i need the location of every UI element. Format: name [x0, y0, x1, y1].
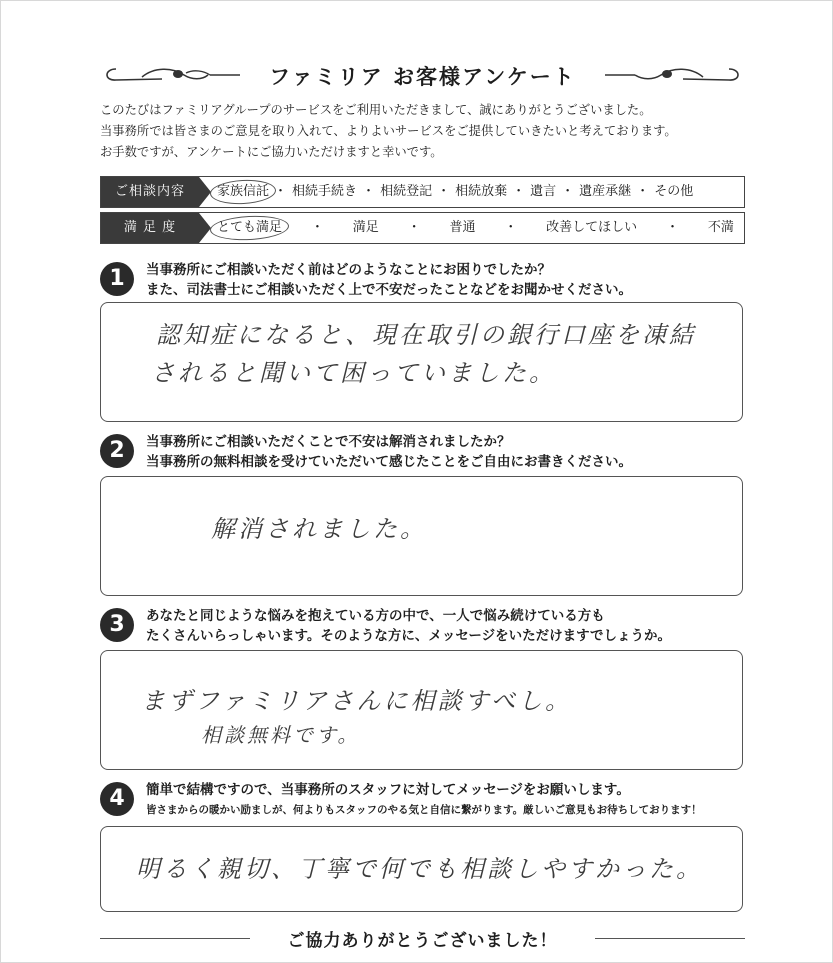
title-row: [100, 55, 745, 91]
handwritten-answer: 解消されました。: [211, 515, 427, 543]
handwritten-answer: 認知症になると、現在取引の銀行口座を凍結: [156, 321, 696, 349]
consultation-option[interactable]: 相続手続き: [292, 184, 358, 199]
consultation-option-selected[interactable]: 家族信託: [217, 177, 269, 207]
consultation-option[interactable]: 遺言: [530, 184, 557, 199]
handwritten-answer: まずファミリアさんに相談すべし。: [141, 687, 573, 715]
question-text: 当事務所にご相談いただくことで不安は解消されましたか？ 当事務所の無料相談を受けていただいて感じたことをご自由にお書きください。: [146, 434, 632, 470]
ornament-right-icon: [603, 63, 743, 85]
consultation-row: [100, 176, 745, 208]
satisfaction-option-selected[interactable]: とても満足: [217, 213, 282, 243]
answer-box-1[interactable]: [100, 302, 743, 422]
answer-box-4[interactable]: [100, 826, 743, 912]
question-number-badge: 1: [100, 262, 134, 296]
answer-box-3[interactable]: [100, 650, 743, 770]
footer-thanks: ご協力ありがとうございました！: [287, 931, 558, 951]
satisfaction-row: [100, 212, 745, 244]
answer-box-2[interactable]: [100, 476, 743, 596]
satisfaction-option[interactable]: 不満: [707, 220, 734, 235]
footer-divider: [595, 938, 745, 939]
question-text: 簡単で結構ですので、当事務所のスタッフに対してメッセージをお願いします。 皆さまからの暖かい励ましが、何よりもスタッフのやる気と自信に繋がります。厳しいご意見もお待ちしております！: [146, 782, 702, 816]
satisfaction-options: とても満足 ・ 満足 ・ 普通 ・ 改善してほしい ・ 不満: [217, 213, 734, 243]
intro-line: お手数ですが、アンケートにご協力いただけますと幸いです。: [100, 145, 443, 159]
consultation-option[interactable]: 相続放棄: [455, 184, 508, 199]
intro-line: このたびはファミリアグループのサービスをご利用いただきまして、誠にありがとうございました。: [100, 103, 652, 117]
intro-line: 当事務所では皆さまのご意見を取り入れて、よりよいサービスをご提供していきたいと考えております。: [100, 124, 677, 138]
satisfaction-option[interactable]: 改善してほしい: [546, 220, 638, 235]
handwritten-answer: 明るく親切、丁寧で何でも相談しやすかった。: [136, 855, 703, 883]
question-text: あなたと同じような悩みを抱えている方の中で、一人で悩み続けている方も たくさんいらっしゃいます。そのような方に、メッセージをいただけますでしょうか。: [146, 608, 672, 644]
handwritten-answer: 相談無料です。: [201, 723, 361, 747]
handwritten-answer: されると聞いて困っていました。: [151, 359, 556, 387]
page-title: ファミリア お客様アンケート: [269, 65, 576, 89]
footer: [100, 926, 745, 952]
satisfaction-option[interactable]: 満足: [352, 220, 379, 235]
question-number-badge: 3: [100, 608, 134, 642]
consultation-options: 家族信託 ・ 相続手続き ・ 相続登記 ・ 相続放棄 ・ 遺言 ・ 遺産承継 ・ その他: [217, 177, 734, 207]
question-number-badge: 4: [100, 782, 134, 816]
satisfaction-label: 満 足 度: [101, 213, 199, 243]
consultation-option[interactable]: その他: [654, 184, 694, 199]
consultation-option[interactable]: 相続登記: [380, 184, 433, 199]
satisfaction-option[interactable]: 普通: [449, 220, 476, 235]
question-number-badge: 2: [100, 434, 134, 468]
consultation-label: ご相談内容: [101, 177, 199, 207]
consultation-option[interactable]: 遺産承継: [579, 184, 632, 199]
question-text: 当事務所にご相談いただく前はどのようなことにお困りでしたか？ また、司法書士にご相談いただく上で不安だったことなどをお聞かせください。: [146, 262, 632, 298]
intro-text: [100, 100, 750, 163]
